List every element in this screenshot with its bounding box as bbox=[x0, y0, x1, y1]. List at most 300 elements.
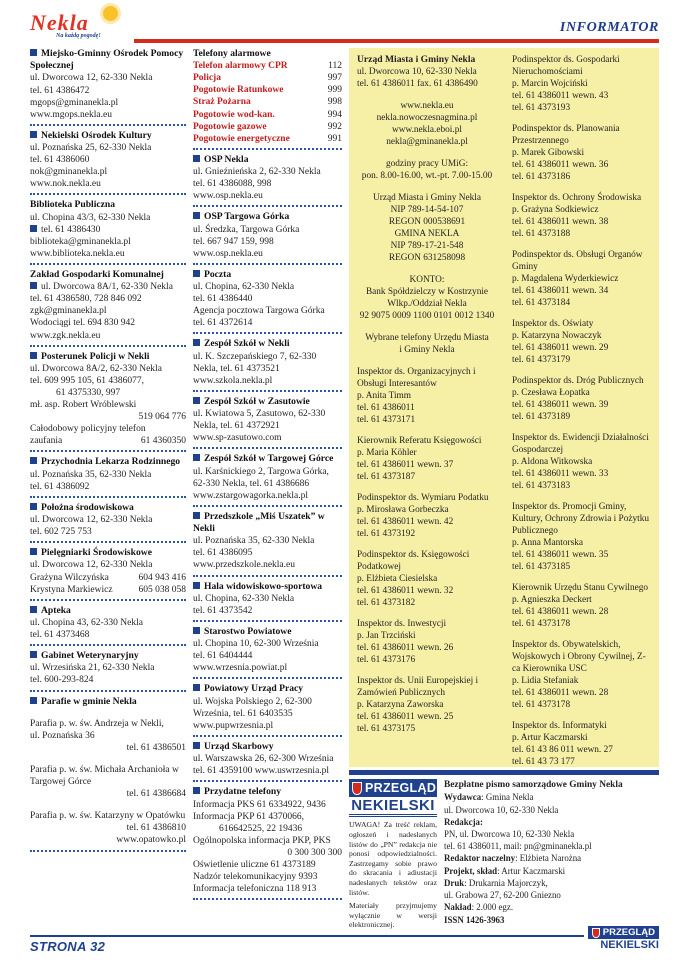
section-title-text: OSP Targowa Górka bbox=[204, 211, 290, 223]
office-info-line: Wybrane telefony Urzędu Miasta bbox=[365, 333, 489, 343]
contact-line bbox=[30, 788, 186, 800]
contact-line bbox=[30, 375, 186, 387]
section-title bbox=[30, 199, 186, 211]
contact-line bbox=[30, 481, 186, 493]
section-title bbox=[193, 211, 342, 223]
imprint-label: Redaktor naczelny bbox=[444, 853, 516, 864]
contact-line-text: ul. Dworcowa 12, 62-330 Nekla bbox=[30, 73, 153, 84]
section-title bbox=[193, 786, 342, 798]
contact-line-text: tel. 61 4386060 bbox=[30, 155, 90, 166]
staff-phone: tel. 61 4386011 wewn. 37 bbox=[357, 460, 454, 470]
staff-entry bbox=[357, 435, 497, 483]
imprint-line bbox=[444, 852, 659, 864]
office-info-line: KONTO: bbox=[409, 275, 445, 285]
contact-line-text: tel. 667 947 159, 998 bbox=[193, 236, 274, 247]
section-title-text: Zakład Gospodarki Komunalnej bbox=[30, 268, 164, 280]
staff-role: Podinspektor ds. Obsługi Organów Gminy bbox=[512, 250, 643, 272]
contact-line-text: ul. Chopina 43, 62-330 Nekla bbox=[30, 617, 143, 628]
section-title bbox=[30, 650, 186, 662]
contact-line-text: Ogólnopolska informacja PKP, PKS bbox=[193, 835, 331, 846]
contact-line-text: tel. 61 4386430 bbox=[41, 224, 101, 235]
imprint-label: Nakład bbox=[444, 902, 472, 913]
contact-line-text: tel. 61 6404444 bbox=[193, 651, 253, 662]
staff-phone: tel. 61 4386011 wewn. 28 bbox=[512, 688, 609, 698]
section-title bbox=[193, 626, 342, 638]
contact-section bbox=[193, 48, 342, 145]
staff-phone: tel. 61 4373185 bbox=[512, 562, 571, 572]
emergency-number: 112 bbox=[328, 61, 342, 72]
contact-line-text: zgk@gminanekla.pl bbox=[30, 306, 107, 317]
contact-line-text: ul. Poznańska 35, 62-330 Nekla bbox=[30, 469, 152, 480]
bullet-square-icon bbox=[193, 212, 200, 219]
staff-person: p. Jan Trzciński bbox=[357, 631, 416, 641]
contact-line bbox=[193, 466, 342, 490]
staff-entry bbox=[512, 318, 652, 366]
contact-line bbox=[30, 674, 186, 686]
staff-person: p. Magdalena Wyderkiewicz bbox=[512, 274, 619, 284]
staff-role: Inspektor ds. Informatyki bbox=[512, 721, 607, 731]
imprint-line bbox=[444, 840, 659, 852]
contact-line-text: ul. K. Szczepańskiego 7, 62-330 Nekla, tel. 61 4373521 bbox=[193, 351, 317, 374]
contact-line-text: www.pupwrzesnia.pl bbox=[193, 720, 274, 731]
contact-line bbox=[30, 72, 186, 84]
imprint-line bbox=[444, 877, 659, 889]
contact-line-text: Wodociągi tel. 694 830 942 bbox=[30, 318, 136, 329]
dotted-divider bbox=[193, 735, 342, 737]
section-title bbox=[30, 456, 186, 468]
nekla-tagline: Na każdą pogodę! bbox=[56, 33, 101, 39]
bullet-square-icon bbox=[193, 397, 200, 404]
section-title-text: Poczta bbox=[204, 268, 232, 280]
staff-entry bbox=[512, 249, 652, 309]
contact-line-text: tel. 61 4373468 bbox=[30, 630, 90, 641]
contact-section bbox=[193, 154, 342, 202]
office-info-line: nekla@gminanekla.pl bbox=[386, 137, 468, 147]
dotted-divider bbox=[30, 345, 186, 347]
logo-top-row bbox=[349, 779, 437, 797]
editorial-notice bbox=[349, 820, 437, 930]
contact-section bbox=[193, 683, 342, 731]
section-title-text: OSP Nekla bbox=[204, 153, 249, 165]
imprint-value: : Drukarnia Majorczyk, bbox=[464, 877, 548, 888]
contact-line bbox=[193, 305, 342, 317]
contact-line-text: tel. 61 4386440 bbox=[193, 294, 253, 305]
section-title bbox=[193, 581, 342, 593]
dotted-divider bbox=[30, 193, 186, 195]
imprint-line bbox=[444, 914, 659, 926]
contact-line-text: Informacja telefoniczna 118 913 bbox=[193, 884, 317, 895]
contact-line-text: www.opatowko.pl bbox=[116, 835, 186, 846]
dotted-divider bbox=[30, 690, 186, 692]
contact-line-text: tel. 61 4386472 bbox=[30, 85, 90, 96]
bullet-square-icon bbox=[30, 225, 37, 232]
dotted-divider bbox=[193, 205, 342, 207]
staff-phone: tel. 61 4386011 wewn. 29 bbox=[512, 343, 609, 353]
office-column-2 bbox=[504, 52, 659, 767]
contact-line-text: tel. 61 4373542 bbox=[193, 605, 253, 616]
dotted-divider bbox=[30, 644, 186, 646]
contact-line bbox=[193, 224, 342, 236]
contact-line-text: www.szkola.nekla.pl bbox=[193, 375, 273, 386]
contact-line bbox=[193, 236, 342, 248]
contact-line bbox=[30, 305, 186, 317]
staff-phone: tel. 61 4386011 wewn. 25 bbox=[357, 712, 454, 722]
section-title-text: Miejsko-Gminny Ośrodek Pomocy Społecznej bbox=[30, 48, 184, 72]
contact-line bbox=[193, 765, 342, 777]
crest-icon bbox=[592, 928, 600, 938]
staff-person: p. Maria Köhler bbox=[357, 448, 417, 458]
section-title bbox=[193, 48, 342, 60]
dotted-divider bbox=[193, 505, 342, 507]
staff-person: p. Lidia Stefaniak bbox=[512, 676, 579, 686]
contact-line bbox=[30, 293, 186, 305]
contact-line-text: Informacja PKS 61 6334922, 9436 bbox=[193, 799, 326, 810]
office-info-line: Wlkp./Oddział Nekla bbox=[387, 299, 467, 309]
contact-line-text: tel. 61 4386095 bbox=[193, 548, 253, 559]
nekla-logo bbox=[30, 7, 124, 43]
imprint-line bbox=[444, 816, 659, 828]
emergency-row bbox=[193, 60, 342, 72]
contact-line bbox=[193, 859, 342, 871]
contact-line-text: www.biblioteka.nekla.eu bbox=[30, 248, 125, 259]
contact-line-text: tel. 61 4386810 bbox=[126, 823, 186, 834]
dotted-divider bbox=[30, 599, 186, 601]
bullet-square-icon bbox=[30, 352, 37, 359]
staff-phone: tel. 61 4373193 bbox=[512, 103, 571, 113]
office-info-line: www.nekla.eu bbox=[400, 101, 454, 111]
section-title bbox=[30, 269, 186, 281]
contact-line bbox=[193, 696, 342, 720]
notice-paragraph: Materiały przyjmujemy wyłącznie w wersji elektronicznej. bbox=[349, 901, 437, 930]
contact-line-text: ul. Warszawska 26, 62-300 Września bbox=[193, 754, 334, 765]
contact-line-text: www.przedszkole.nekla.eu bbox=[193, 560, 295, 571]
contact-line-text: tel. 61 4386092 bbox=[30, 481, 90, 492]
footer-logo-line2: NEKIELSKI bbox=[600, 939, 659, 951]
contact-line bbox=[30, 166, 186, 178]
contact-line bbox=[193, 178, 342, 190]
office-info-line: REGON 000538691 bbox=[388, 217, 466, 227]
staff-person: p. Katarzyna Zaworska bbox=[357, 700, 444, 710]
staff-role: Kierownik Urzędu Stanu Cywilnego bbox=[512, 583, 649, 593]
contact-line-text: Parafia p. w. św. Andrzeja w Nekli, bbox=[30, 718, 164, 729]
emergency-label: Pogotowie gazowe bbox=[193, 121, 267, 132]
contact-section bbox=[30, 269, 186, 342]
nekla-brand: Nekla bbox=[30, 10, 89, 35]
bullet-square-icon bbox=[30, 606, 37, 613]
bullet-square-icon bbox=[30, 49, 37, 56]
office-info-line: Urząd Miasta i Gminy Nekla bbox=[373, 193, 481, 203]
section-title-text: Przedszkole „Miś Uszatek” w Nekli bbox=[193, 510, 325, 535]
contact-line-text: tel. 61 4372614 bbox=[193, 318, 253, 329]
contact-section bbox=[30, 48, 186, 121]
staff-phone: tel. 61 4373189 bbox=[512, 412, 571, 422]
contact-line bbox=[30, 834, 186, 846]
footer-row bbox=[30, 927, 659, 954]
contact-line bbox=[30, 662, 186, 674]
contact-line-text: www.nok.nekla.eu bbox=[30, 179, 101, 190]
contact-line-text: Parafia p. w. św. Katarzyny w Opatówku bbox=[30, 811, 186, 822]
office-title: Urząd Miasta i Gminy Nekla bbox=[357, 54, 476, 65]
contact-line bbox=[193, 605, 342, 617]
office-info-line: i Gminy Nekla bbox=[399, 345, 455, 355]
imprint-value: ul. Grabowa 27, 62-200 Gniezno bbox=[444, 890, 561, 901]
bullet-square-icon bbox=[193, 582, 200, 589]
staff-phone: tel. 61 4386011 wewn. 43 bbox=[512, 91, 609, 101]
imprint-label: Projekt, skład bbox=[444, 865, 498, 876]
contact-line bbox=[30, 109, 186, 121]
contact-line bbox=[30, 718, 186, 730]
spacer bbox=[30, 800, 186, 810]
contact-line bbox=[30, 559, 186, 571]
contact-line-text: 519 064 776 bbox=[138, 412, 186, 423]
footer-rule bbox=[30, 935, 659, 937]
office-info-block bbox=[357, 158, 497, 182]
office-info-block bbox=[357, 274, 497, 322]
contact-line-text: www.osp.nekla.eu bbox=[193, 191, 263, 202]
contact-line-text: Oświetlenie uliczne 61 4373189 bbox=[193, 859, 316, 870]
staff-role: Inspektor ds. Obywatelskich, Wojskowych i Obrony Cywilnej, Z-ca Kierownika USC bbox=[512, 640, 646, 674]
contact-line bbox=[30, 85, 186, 97]
contact-line-text: ul. Wrzesińska 21, 62-330 Nekla bbox=[30, 663, 155, 674]
contact-line bbox=[193, 281, 342, 293]
staff-entry bbox=[357, 618, 497, 666]
staff-entry bbox=[512, 54, 652, 114]
staff-entry bbox=[512, 639, 652, 711]
contact-line-text: biblioteka@gminanekla.pl bbox=[30, 236, 131, 247]
contact-line-text: Całodobowy policyjny telefon bbox=[30, 424, 146, 435]
contact-line bbox=[193, 650, 342, 662]
staff-role: Podinspektor ds. Wymiaru Podatku bbox=[357, 493, 489, 503]
bullet-square-icon bbox=[30, 503, 37, 510]
staff-phone: tel. 61 4373178 bbox=[512, 700, 571, 710]
contact-section bbox=[30, 130, 186, 191]
contact-line-text: tel. 61 4386501 bbox=[126, 742, 186, 753]
section-title-text: Zespół Szkół w Zasutowie bbox=[204, 395, 310, 407]
contact-line bbox=[193, 248, 342, 260]
contact-line-text: ul. Dworcowa 12, 62-330 Nekla bbox=[30, 515, 153, 526]
contact-line bbox=[193, 375, 342, 387]
staff-phone: tel. 61 4386011 wewn. 36 bbox=[512, 160, 609, 170]
dotted-divider bbox=[193, 447, 342, 449]
office-info-line: Bank Spółdzielczy w Kostrzynie bbox=[365, 287, 489, 297]
section-title-text: Biblioteka Publiczna bbox=[30, 199, 116, 211]
office-info-line: GMINA NEKLA bbox=[394, 229, 460, 239]
dotted-divider bbox=[193, 263, 342, 265]
contact-section bbox=[193, 396, 342, 444]
imprint-value: ul. Dworcowa 10, 62-330 Nekla bbox=[444, 804, 559, 815]
contact-line bbox=[30, 526, 186, 538]
staff-role: Podinspektor ds. Księgowości Podatkowej bbox=[357, 550, 470, 572]
contact-line bbox=[30, 730, 186, 742]
contact-section bbox=[30, 547, 186, 595]
contact-line bbox=[193, 593, 342, 605]
dotted-divider bbox=[30, 263, 186, 265]
imprint-line bbox=[444, 901, 659, 913]
staff-entry bbox=[512, 720, 652, 767]
contact-line bbox=[193, 351, 342, 375]
contact-section bbox=[193, 511, 342, 572]
contact-line-text: tel. 600-293-824 bbox=[30, 675, 94, 686]
contact-section bbox=[193, 269, 342, 330]
staff-entry bbox=[512, 432, 652, 492]
contact-line-text: www.zstargowagorka.nekla.pl bbox=[193, 490, 309, 501]
bullet-square-icon bbox=[30, 131, 37, 138]
contact-line bbox=[30, 742, 186, 754]
staff-person: p. Mirosława Gorbeczka bbox=[357, 505, 449, 515]
office-info-line: godziny pracy UMiG: bbox=[385, 159, 469, 169]
staff-phone: tel. 61 43 86 011 wewn. 27 bbox=[512, 745, 613, 755]
contact-section bbox=[193, 211, 342, 259]
imprint-value: tel. 61 4386011, mail: pn@gminanekla.pl bbox=[444, 841, 592, 852]
contact-line bbox=[193, 847, 342, 859]
dotted-divider bbox=[193, 677, 342, 679]
staff-phone: tel. 61 4373188 bbox=[512, 229, 571, 239]
contact-line-text: ul. Dworcowa 12, 62-330 Nekla bbox=[30, 560, 153, 571]
contact-line-text: nok@gminanekla.pl bbox=[30, 167, 108, 178]
contact-section bbox=[30, 199, 186, 260]
staff-person: p. Anna Mantorska bbox=[512, 538, 584, 548]
contact-line bbox=[30, 399, 186, 411]
contact-line-right: 604 943 416 bbox=[138, 572, 186, 583]
imprint-label: Redakcja: bbox=[444, 816, 483, 827]
staff-person: p. Artur Kaczmarski bbox=[512, 733, 588, 743]
page-number-label: STRONA 32 bbox=[30, 939, 106, 954]
contact-line bbox=[193, 835, 342, 847]
section-title-text: Powiatowy Urząd Pracy bbox=[204, 683, 304, 695]
staff-person: p. Grażyna Sodkiewicz bbox=[512, 205, 599, 215]
section-title-text: Zespół Szkół w Nekli bbox=[204, 338, 290, 350]
contact-line bbox=[30, 423, 186, 435]
contact-line bbox=[30, 617, 186, 629]
section-title bbox=[193, 154, 342, 166]
section-title bbox=[30, 696, 186, 708]
staff-entry bbox=[357, 492, 497, 540]
crest-icon bbox=[352, 782, 362, 795]
footer-logo-top bbox=[588, 926, 659, 939]
staff-entry bbox=[512, 123, 652, 183]
contact-line bbox=[30, 281, 186, 293]
spacer bbox=[30, 708, 186, 718]
section-title bbox=[193, 269, 342, 281]
section-title-text: Starostwo Powiatowe bbox=[204, 625, 292, 637]
contact-section bbox=[30, 456, 186, 492]
contact-section bbox=[30, 351, 186, 448]
bullet-square-icon bbox=[193, 339, 200, 346]
staff-entry bbox=[512, 192, 652, 240]
contact-line-text: ul. Poznańska 25, 62-330 Nekla bbox=[30, 142, 152, 153]
staff-role: Inspektor ds. Promocji Gminy, Kultury, Ochrony Zdrowia i Pożytku Publicznego bbox=[512, 502, 650, 536]
staff-phone: tel. 61 4373175 bbox=[357, 724, 416, 734]
contact-line bbox=[30, 411, 186, 423]
emergency-label: Straż Pożarna bbox=[193, 97, 251, 108]
contact-section bbox=[193, 338, 342, 386]
staff-phone: tel. 61 4386011 wewn. 38 bbox=[512, 217, 609, 227]
section-title bbox=[30, 547, 186, 559]
staff-person: p. Elżbieta Ciesielska bbox=[357, 574, 438, 584]
contact-line bbox=[30, 236, 186, 248]
sun-icon bbox=[103, 6, 118, 21]
office-info-line: REGON 631258098 bbox=[388, 253, 466, 263]
contact-line bbox=[193, 547, 342, 559]
contact-line-left: Grażyna Wilczyńska bbox=[30, 572, 109, 583]
staff-person: p. Katarzyna Nowaczyk bbox=[512, 331, 602, 341]
contact-line bbox=[193, 811, 342, 823]
contact-line bbox=[193, 559, 342, 571]
dotted-divider bbox=[193, 148, 342, 150]
contact-line bbox=[30, 317, 186, 329]
notice-paragraph: UWAGA! Za treść reklam, ogłoszeń i nadesłanych listów do „PN” redakcja nie ponosi odpowiedzialności. Zastrzegamy sobie prawo do skracania i adiustacji nadesłanych tekstów oraz listów. bbox=[349, 820, 437, 897]
section-title bbox=[193, 511, 342, 535]
emergency-label: Telefon alarmowy CPR bbox=[193, 61, 288, 72]
contact-section bbox=[30, 696, 186, 847]
staff-phone: tel. 61 4386011 bbox=[357, 403, 415, 413]
imprint-line bbox=[444, 865, 659, 877]
bullet-square-icon bbox=[193, 684, 200, 691]
section-title bbox=[193, 338, 342, 350]
bullet-square-icon bbox=[193, 155, 200, 162]
imprint-value: : 2.000 egz. bbox=[471, 902, 514, 913]
contact-section bbox=[193, 626, 342, 674]
section-title-text: Nekielski Ośrodek Kultury bbox=[41, 129, 152, 141]
logo-line2: NEKIELSKI bbox=[349, 797, 437, 817]
office-info-line: pon. 8.00-16.00, wt.-pt. 7.00-15.00 bbox=[361, 171, 493, 181]
dotted-divider bbox=[193, 332, 342, 334]
contact-line-left: Krystyna Markiewicz bbox=[30, 584, 113, 595]
contact-line-text: 61 4375330, 997 bbox=[56, 388, 121, 398]
emergency-row bbox=[193, 72, 342, 84]
contact-line-text: mgops@gminanekla.pl bbox=[30, 97, 119, 108]
staff-person: p. Marek Gibowski bbox=[512, 148, 585, 158]
staff-phone: tel. 61 4373186 bbox=[512, 172, 571, 182]
contact-line bbox=[193, 883, 342, 895]
staff-role: Kierownik Referatu Księgowości bbox=[357, 436, 482, 446]
imprint-right bbox=[444, 779, 659, 934]
section-title-text: Zespół Szkół w Targowej Górce bbox=[204, 453, 334, 465]
staff-phone: tel. 61 43 73 177 bbox=[512, 757, 575, 767]
contact-line bbox=[30, 330, 186, 342]
bullet-square-icon bbox=[30, 548, 37, 555]
dotted-divider bbox=[30, 124, 186, 126]
footer-logo-line1: PRZEGLĄD bbox=[602, 927, 655, 938]
staff-role: Inspektor ds. Unii Europejskiej i Zamówień Publicznych bbox=[357, 676, 479, 698]
contact-line bbox=[30, 810, 186, 822]
bullet-square-icon bbox=[30, 282, 37, 289]
contact-section bbox=[30, 650, 186, 686]
contact-column-2 bbox=[193, 48, 342, 934]
contact-line-right: 61 4360350 bbox=[140, 436, 186, 447]
staff-person: p. Anita Timm bbox=[357, 391, 411, 401]
office-address-line: tel. 61 4386011 fax. 61 4386490 bbox=[357, 79, 478, 89]
contact-line-text: tel. 61 4359100 www.uswrzesnia.pl bbox=[193, 766, 330, 777]
contact-line bbox=[193, 638, 342, 650]
contact-line-text: ul. Chopina 43/3, 62-330 Nekla bbox=[30, 212, 151, 223]
contact-line bbox=[193, 720, 342, 732]
contact-line bbox=[30, 514, 186, 526]
office-info-line: www.nekla.eboi.pl bbox=[392, 125, 462, 135]
imprint-value: PN, ul. Dworcowa 10, 62-330 Nekla bbox=[444, 829, 575, 840]
staff-entry bbox=[357, 549, 497, 609]
right-region bbox=[349, 48, 659, 934]
staff-role: Inspektor ds. Ochrony Środowiska bbox=[512, 193, 642, 203]
staff-person: p. Czesława Łopatka bbox=[512, 388, 590, 398]
staff-role: Inspektor ds. Inwestycji bbox=[357, 619, 447, 629]
contact-line-text: www.sp-zasutowo.com bbox=[193, 433, 282, 444]
contact-section bbox=[30, 605, 186, 641]
emergency-row bbox=[193, 133, 342, 145]
contact-line bbox=[193, 166, 342, 178]
imprint-label: Wydawca bbox=[444, 792, 482, 803]
contact-line bbox=[219, 823, 342, 835]
